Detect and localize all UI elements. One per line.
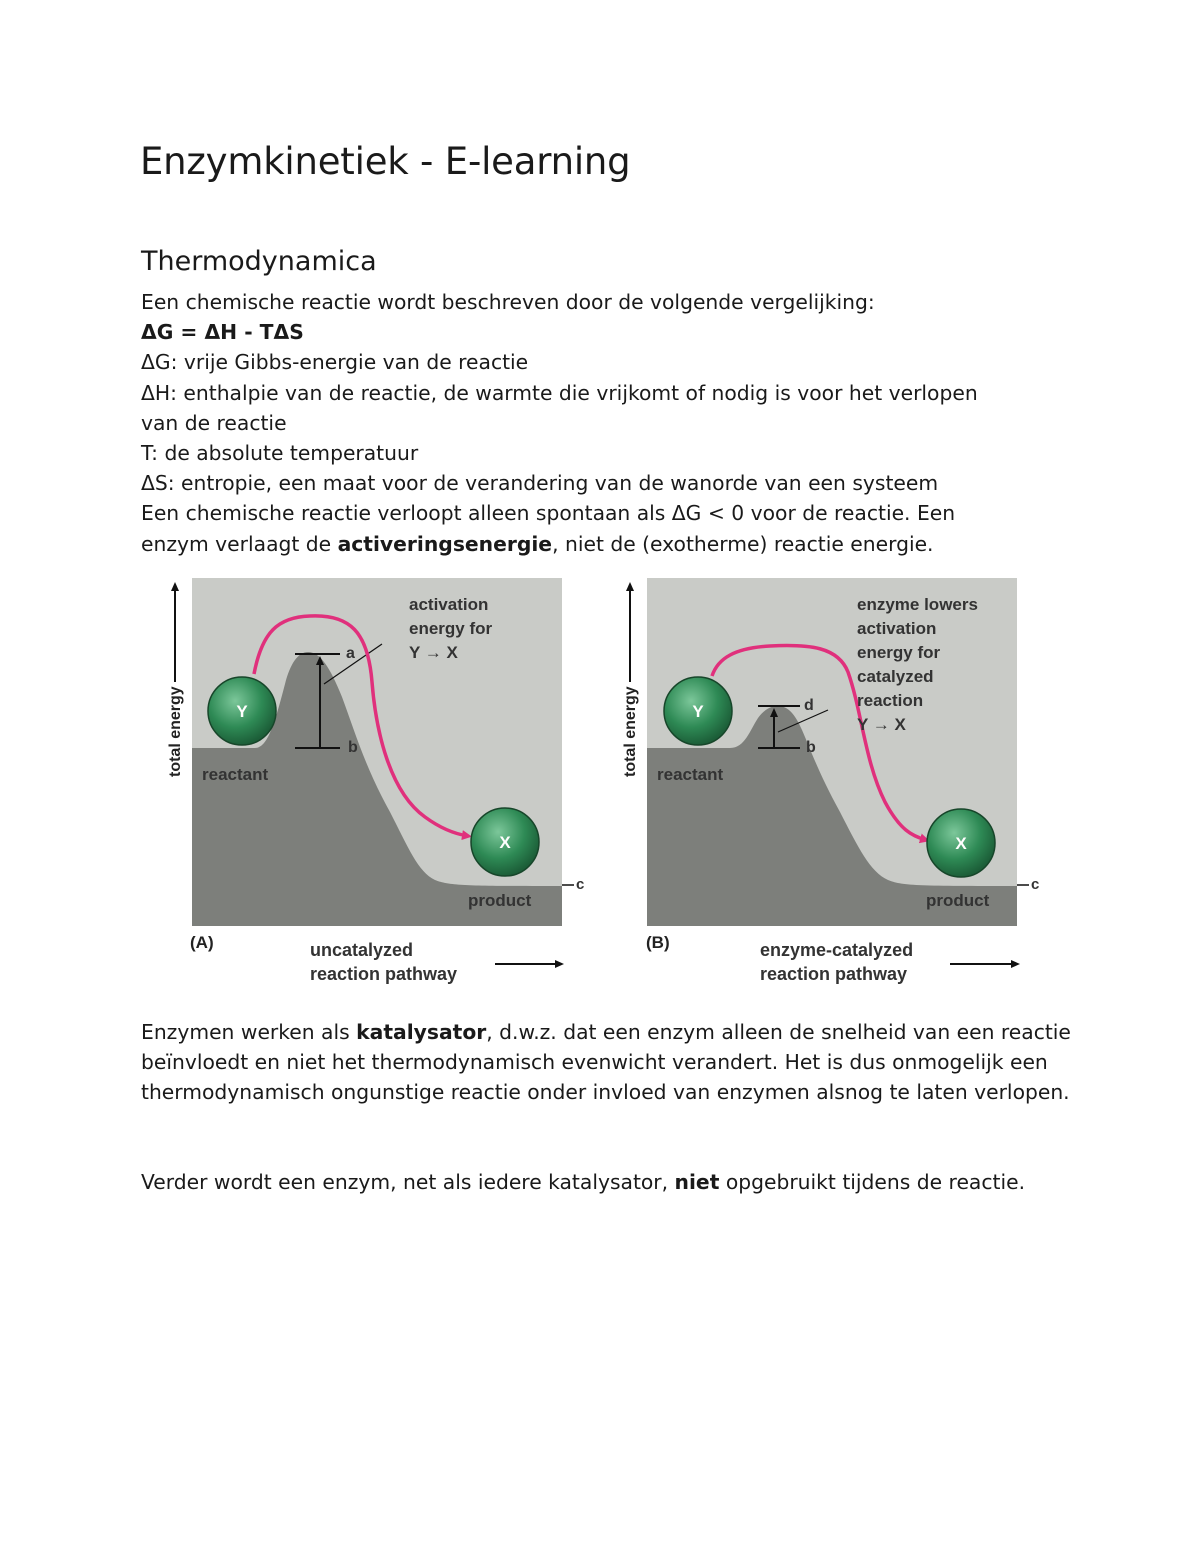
catalyst-term: katalysator [356, 1020, 487, 1044]
consumption-paragraph: Verder wordt een enzym, net als iedere katalysator, niet opgebruikt tijdens de reactie. [141, 1170, 1026, 1194]
panel-a-marker-c: c [576, 876, 585, 893]
panel-a-annotation-2: energy for [409, 619, 493, 638]
definition-T: T: de absolute temperatuur [141, 441, 419, 466]
marker-a: a [346, 645, 355, 662]
gibbs-equation: ΔG = ΔH - TΔS [141, 320, 304, 345]
marker-d: d [804, 697, 814, 714]
panel-a-molecule-y-label: Y [236, 702, 248, 721]
panel-a [167, 578, 584, 984]
panel-a-annotation-1: activation [409, 595, 489, 614]
spontaneity-line2: enzym verlaagt de activeringsenergie, niet de (exotherme) reactie energie. [141, 531, 934, 556]
thermodynamics-text [141, 287, 1071, 559]
panel-b-annotation-6: Y → X [857, 715, 906, 734]
section-heading: Thermodynamica [141, 246, 377, 277]
definition-dG: ΔG: vrije Gibbs-energie van de reactie [141, 350, 529, 375]
panel-b-annotation-5: reaction [857, 691, 924, 710]
panel-b-y-axis-label: total energy [622, 686, 639, 777]
panel-a-x-axis-line2: reaction pathway [310, 964, 458, 984]
definition-dS: ΔS: entropie, een maat voor de verandering van de wanorde van een systeem [141, 471, 939, 496]
activation-energy-figure [150, 572, 1050, 992]
panel-b-marker-b: b [806, 739, 816, 756]
activation-energy-term: activeringsenergie [337, 531, 553, 556]
panel-a-reactant-label: reactant [202, 765, 269, 784]
panel-b-annotation-4: catalyzed [857, 667, 934, 686]
panel-b-annotation-2: activation [857, 619, 937, 638]
panel-b-marker-c: c [1031, 876, 1040, 893]
panel-b-annotation-1: enzyme lowers [857, 595, 978, 614]
panel-b-molecule-y-label: Y [692, 702, 704, 721]
panel-a-y-axis-label: total energy [167, 686, 184, 777]
intro-line: Een chemische reactie wordt beschreven door de volgende vergelijking: [141, 290, 875, 314]
panel-b-x-axis-line1: enzyme-catalyzed [760, 940, 914, 960]
panel-a-x-axis-line1: uncatalyzed [310, 940, 414, 960]
not-term: niet [674, 1170, 720, 1194]
panel-b [622, 578, 1039, 984]
catalyst-paragraph: Enzymen werken als katalysator, d.w.z. dat een enzym alleen de snelheid van een reactie beïnvloedt en niet het thermodynamisch evenwicht verandert. Het is dus onmogelijk een thermodynamisch ongunstige reactie onder invloed van enzymen alsnog te laten verlopen. [141, 1020, 1071, 1105]
panel-b-annotation-3: energy for [857, 643, 941, 662]
panel-b-reactant-label: reactant [657, 765, 724, 784]
document-title: Enzymkinetiek - E-learning [140, 140, 631, 183]
panel-a-letter: (A) [190, 933, 214, 952]
panel-a-molecule-x-label: X [499, 833, 511, 852]
definition-dH-line2: van de reactie [141, 410, 287, 435]
panel-a-product-label: product [468, 891, 532, 910]
spontaneity-line1: Een chemische reactie verloopt alleen spontaan als ΔG < 0 voor de reactie. Een [141, 501, 956, 526]
panel-a-marker-b: b [348, 739, 358, 756]
definition-dH-line1: ΔH: enthalpie van de reactie, de warmte die vrijkomt of nodig is voor het verlopen [141, 380, 978, 405]
panel-b-product-label: product [926, 891, 990, 910]
panel-b-letter: (B) [646, 933, 670, 952]
panel-a-annotation-3: Y → X [409, 643, 458, 662]
panel-b-x-axis-line2: reaction pathway [760, 964, 908, 984]
panel-b-molecule-x-label: X [955, 834, 967, 853]
